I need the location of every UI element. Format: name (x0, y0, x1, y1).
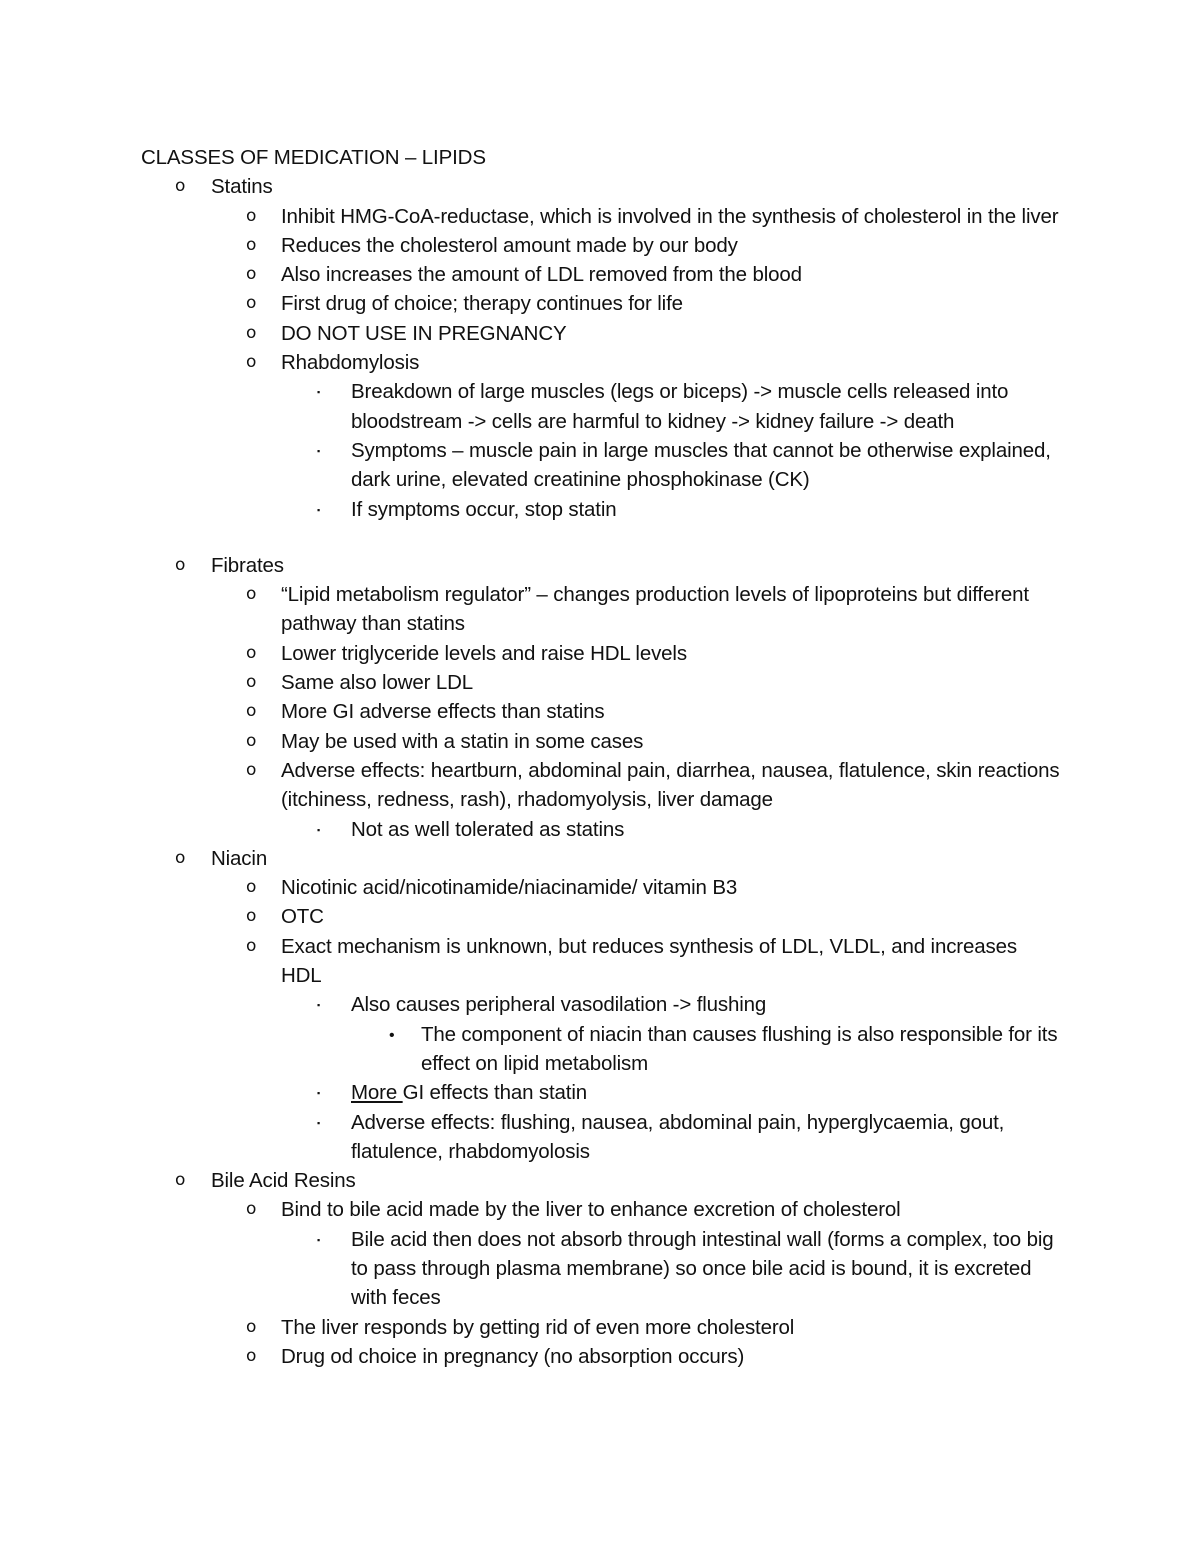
circle-bullet-icon: o (246, 234, 257, 255)
list-item-text: Breakdown of large muscles (legs or biceps) -> muscle cells released into bloodstream -> cells are harmful to kidney -> kidney failure -> death (351, 380, 1009, 433)
list-item (211, 873, 1061, 902)
list-item-text: Symptoms – muscle pain in large muscles that cannot be otherwise explained, dark urine, elevated creatinine phosphokinase (CK) (351, 438, 1051, 492)
square-bullet-icon: ▪ (317, 387, 321, 398)
list-item (281, 1108, 1061, 1167)
circle-bullet-icon: o (246, 877, 257, 898)
document-body (141, 143, 1061, 1371)
section-heading-bile-acid-resins: Bile Acid Resins (211, 1169, 356, 1193)
list-item-text: “Lipid metabolism regulator” – changes production levels of lipoproteins but different pathway than statins (281, 583, 1029, 636)
list-item-text: Also increases the amount of LDL removed from the blood (281, 263, 802, 287)
section-heading-statins: Statins (211, 175, 273, 199)
circle-bullet-icon: o (246, 672, 257, 693)
square-bullet-icon: ▪ (317, 1234, 321, 1245)
underlined-text: More (351, 1081, 403, 1105)
list-item (211, 348, 1061, 524)
list-item-bile-acid-resins (141, 1166, 1061, 1371)
blank-line (211, 524, 1061, 551)
list-item-text: The liver responds by getting rid of even more cholesterol (281, 1315, 795, 1339)
list-item (281, 495, 1061, 524)
list-item (211, 697, 1061, 726)
square-bullet-icon: ▪ (317, 504, 321, 515)
list-item (211, 289, 1061, 318)
list-item-text: Lower triglyceride levels and raise HDL levels (281, 641, 687, 665)
circle-bullet-icon: o (246, 205, 257, 226)
list-item (211, 902, 1061, 931)
list-item (351, 1020, 1061, 1079)
list-item-text: The component of niacin than causes flushing is also responsible for its effect on lipid metabolism (421, 1022, 1058, 1075)
list-item (211, 202, 1061, 231)
circle-bullet-icon: o (175, 176, 186, 197)
circle-bullet-icon: o (246, 701, 257, 722)
list-item-text: Not as well tolerated as statins (351, 817, 625, 841)
list-item (211, 727, 1061, 756)
section-heading-fibrates: Fibrates (211, 553, 284, 577)
list-item (211, 1313, 1061, 1342)
list-item-fibrates (141, 551, 1061, 844)
list-item-text: Same also lower LDL (281, 671, 473, 695)
circle-bullet-icon: o (175, 847, 186, 868)
list-item-text: Reduces the cholesterol amount made by our body (281, 233, 738, 257)
list-item-niacin (141, 844, 1061, 1166)
list-item-text: Bind to bile acid made by the liver to enhance excretion of cholesterol (281, 1198, 901, 1222)
circle-bullet-icon: o (246, 1199, 257, 1220)
list-item-text: First drug of choice; therapy continues for life (281, 292, 683, 316)
circle-bullet-icon: o (246, 1316, 257, 1337)
square-bullet-icon: ▪ (317, 445, 321, 456)
list-item (211, 231, 1061, 260)
list-item (281, 436, 1061, 495)
circle-bullet-icon: o (246, 935, 257, 956)
page-title: CLASSES OF MEDICATION – LIPIDS (141, 146, 486, 169)
list-item (211, 1195, 1061, 1312)
list-item-text: Also causes peripheral vasodilation -> flushing (351, 993, 767, 1017)
square-bullet-icon: ▪ (317, 1117, 321, 1128)
circle-bullet-icon: o (246, 584, 257, 605)
medication-class-list (71, 172, 1061, 1371)
list-item (211, 260, 1061, 289)
fibrates-list (211, 580, 1061, 844)
dot-bullet-icon: • (389, 1026, 395, 1044)
list-item-text: Exact mechanism is unknown, but reduces synthesis of LDL, VLDL, and increases HDL (281, 934, 1017, 988)
list-item-text: GI effects than statin (402, 1081, 587, 1105)
list-item (281, 1078, 1061, 1107)
circle-bullet-icon: o (246, 322, 257, 343)
list-item (281, 377, 1061, 436)
circle-bullet-icon: o (246, 352, 257, 373)
statins-list (211, 202, 1061, 524)
list-item (211, 319, 1061, 348)
list-item (211, 932, 1061, 1166)
list-item-text: Rhabdomylosis (281, 351, 420, 375)
list-item (211, 1342, 1061, 1371)
list-item-text: Bile acid then does not absorb through intestinal wall (forms a complex, too big to pass through plasma membrane) so once bile acid is bound, it is excreted with feces (351, 1227, 1054, 1310)
circle-bullet-icon: o (246, 264, 257, 285)
circle-bullet-icon: o (246, 642, 257, 663)
bind-sub-list (281, 1225, 1061, 1313)
square-bullet-icon: ▪ (317, 1088, 321, 1099)
list-item-text: OTC (281, 905, 324, 929)
list-item (211, 756, 1061, 844)
vasodilation-list (351, 1020, 1061, 1079)
list-item (281, 815, 1061, 844)
circle-bullet-icon: o (175, 554, 186, 575)
niacin-mechanism-list (281, 990, 1061, 1166)
circle-bullet-icon: o (175, 1170, 186, 1191)
bile-acid-resins-list (211, 1195, 1061, 1371)
list-item (281, 1225, 1061, 1313)
list-item-text: More GI adverse effects than statins (281, 700, 605, 724)
list-item-text: May be used with a statin in some cases (281, 729, 644, 753)
list-item (211, 668, 1061, 697)
niacin-list (211, 873, 1061, 1166)
list-item-statins (141, 172, 1061, 551)
list-item-text: Drug od choice in pregnancy (no absorption occurs) (281, 1344, 745, 1368)
rhabdomyolysis-list (281, 377, 1061, 523)
circle-bullet-icon: o (246, 293, 257, 314)
list-item-text: Adverse effects: flushing, nausea, abdominal pain, hyperglycaemia, gout, flatulence, rhabdomyolosis (351, 1110, 1005, 1163)
list-item-text: Nicotinic acid/nicotinamide/niacinamide/ vitamin B3 (281, 876, 738, 900)
list-item-text: DO NOT USE IN PREGNANCY (281, 321, 567, 345)
circle-bullet-icon: o (246, 906, 257, 927)
fibrates-adverse-list (281, 815, 1061, 844)
circle-bullet-icon: o (246, 759, 257, 780)
list-item (281, 990, 1061, 1078)
list-item (211, 580, 1061, 639)
section-heading-niacin: Niacin (211, 846, 268, 870)
circle-bullet-icon: o (246, 1345, 257, 1366)
square-bullet-icon: ▪ (317, 1000, 321, 1011)
list-item-text: If symptoms occur, stop statin (351, 497, 617, 521)
circle-bullet-icon: o (246, 730, 257, 751)
list-item (211, 639, 1061, 668)
square-bullet-icon: ▪ (317, 824, 321, 835)
list-item-text: Inhibit HMG-CoA-reductase, which is involved in the synthesis of cholesterol in the liver (281, 204, 1059, 228)
list-item-text: Adverse effects: heartburn, abdominal pain, diarrhea, nausea, flatulence, skin reactions (itchiness, redness, rash), rhadomyolysis, liver damage (281, 758, 1060, 812)
